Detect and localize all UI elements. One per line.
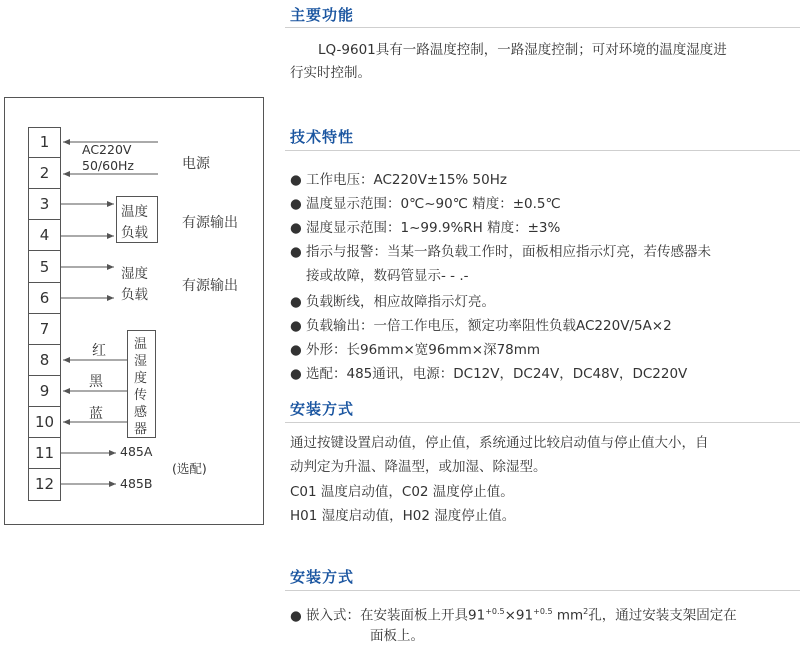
power-voltage-label: AC220V — [82, 142, 132, 157]
bullet-icon: ● — [290, 196, 302, 212]
bullet-icon: ● — [290, 342, 302, 358]
terminal-7: 7 — [28, 314, 61, 345]
terminal-9: 9 — [28, 376, 61, 407]
power-label: 电源 — [182, 156, 210, 172]
bullet-icon: ● — [290, 294, 302, 310]
terminal-11: 11 — [28, 438, 61, 469]
temperature-load-label: 温度 — [121, 204, 148, 220]
feature-item: ● 工作电压：AC220V±15% 50Hz — [290, 169, 507, 192]
install-heading-2: 安装方式 — [290, 568, 355, 586]
feature-item: ● 选配：485通讯，电源：DC12V，DC24V，DC48V，DC220V — [290, 363, 687, 386]
divider — [285, 422, 800, 423]
feature-item: ● 湿度显示范围：1~99.9%RH 精度：±3% — [290, 217, 560, 240]
temperature-load-label-2: 负载 — [121, 225, 148, 241]
install-text-3: C01 温度启动值，C02 温度停止值。 — [290, 484, 514, 500]
power-frequency-label: 50/60Hz — [82, 158, 134, 173]
active-output-label-2: 有源输出 — [182, 278, 238, 294]
terminal-2: 2 — [28, 158, 61, 189]
divider — [285, 27, 800, 28]
bullet-icon: ● — [290, 607, 302, 624]
install-heading-1: 安装方式 — [290, 400, 355, 418]
feature-item: ● 指示与报警：当某一路负载工作时，面板相应指示灯亮，若传感器未 — [290, 241, 711, 264]
terminal-4: 4 — [28, 220, 61, 251]
sensor-char: 器 — [134, 422, 148, 437]
sensor-char: 传 — [134, 388, 148, 403]
tech-features-heading: 技术特性 — [290, 128, 355, 146]
terminal-3: 3 — [28, 189, 61, 220]
optional-label: (选配) — [172, 461, 207, 476]
terminal-12: 12 — [34, 475, 55, 493]
wire-red-label: 红 — [92, 343, 106, 359]
humidity-load-label-2: 负载 — [121, 287, 148, 303]
install-text-4: H01 湿度启动值，H02 湿度停止值。 — [290, 508, 516, 524]
install-text-1: 通过按键设置启动值，停止值，系统通过比较启动值与停止值大小，自 — [290, 435, 709, 451]
terminal-1: 1 — [28, 127, 61, 158]
rs485b-label: 485B — [120, 476, 153, 491]
install-mount-text: ● 嵌入式：在安装面板上开具$91^{+0.5}\times 91^{+0.5}$ $mm^2$孔，通过安装支架固定在 — [290, 600, 737, 628]
rs485a-label: 485A — [120, 444, 153, 459]
wire-black-label: 黑 — [89, 374, 103, 390]
divider — [285, 150, 800, 151]
active-output-label-1: 有源输出 — [182, 215, 238, 231]
feature-item: ● 负载输出：一倍工作电压，额定功率阻性负载AC220V/5A×2 — [290, 315, 672, 338]
feature-item-continued: 接或故障，数码管显示- - .- — [306, 268, 469, 284]
divider — [285, 590, 800, 591]
bullet-icon: ● — [290, 366, 302, 382]
main-function-text-2: 行实时控制。 — [290, 65, 371, 81]
main-function-heading: 主要功能 — [290, 6, 355, 24]
install-mount-text-2: 面板上。 — [370, 628, 424, 644]
bullet-icon: ● — [290, 220, 302, 236]
feature-item: ● 负载断线，相应故障指示灯亮。 — [290, 291, 495, 314]
sensor-char: 感 — [134, 405, 148, 420]
bullet-icon: ● — [290, 244, 302, 260]
sensor-char: 度 — [134, 371, 148, 386]
install-text-2: 动判定为升温、降温型，或加湿、除湿型。 — [290, 459, 547, 475]
bullet-icon: ● — [290, 318, 302, 334]
sensor-char: 湿 — [134, 354, 148, 369]
terminal-5: 5 — [28, 252, 61, 283]
terminal-10: 10 — [28, 407, 61, 438]
terminal-8: 8 — [28, 345, 61, 376]
sensor-char: 温 — [134, 337, 148, 352]
terminal-6: 6 — [28, 283, 61, 314]
wire-blue-label: 蓝 — [89, 406, 103, 422]
bullet-icon: ● — [290, 172, 302, 188]
main-function-text-1: LQ-9601具有一路温度控制，一路湿度控制；可对环境的温度湿度进 — [318, 42, 727, 58]
humidity-load-label: 湿度 — [121, 266, 148, 282]
feature-item: ● 温度显示范围：0℃~90℃ 精度：±0.5℃ — [290, 193, 561, 216]
feature-item: ● 外形：长96mm×宽96mm×深78mm — [290, 339, 540, 362]
